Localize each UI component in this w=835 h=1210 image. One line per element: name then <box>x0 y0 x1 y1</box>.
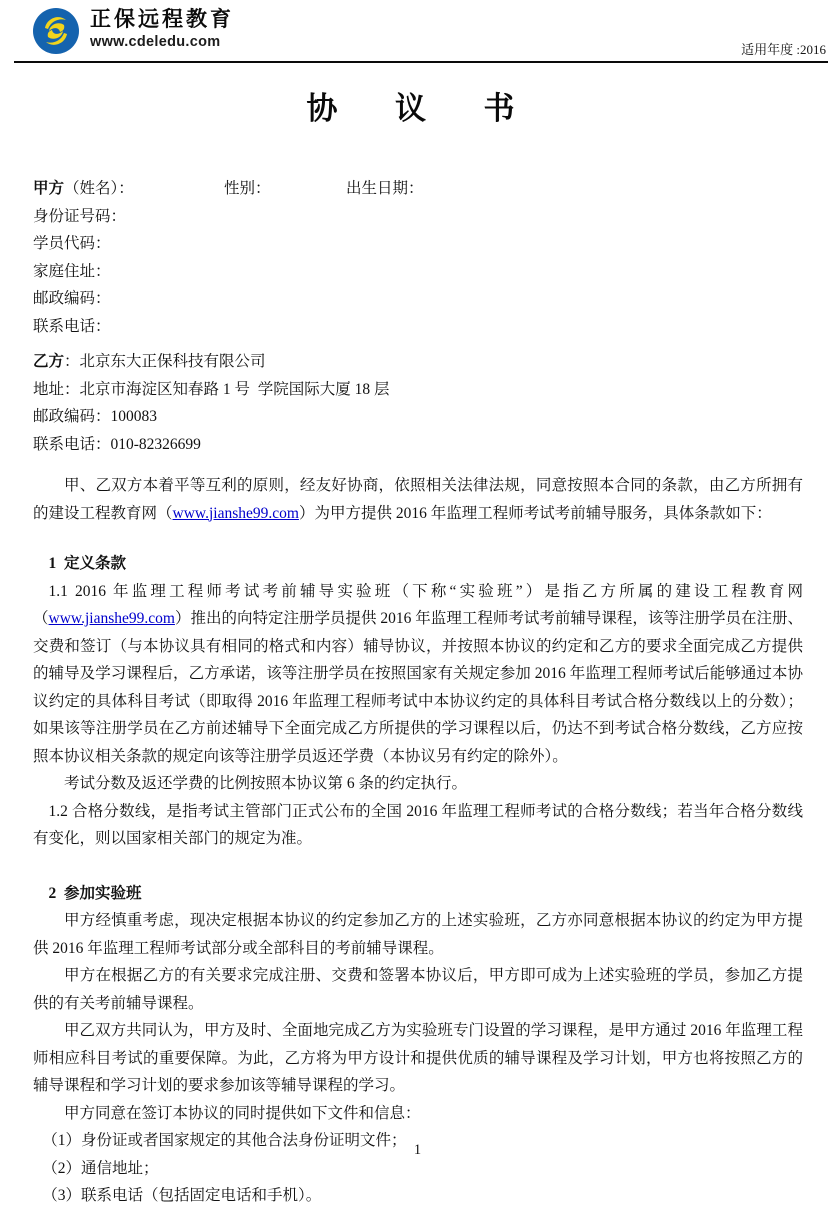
section-2-paragraph-1: 甲方经慎重考虑，现决定根据本协议的约定参加乙方的上述实验班，乙方亦同意根据本协议的约定为甲方提供 2016 年监理工程师考试部分或全部科目的考前辅导课程。 <box>33 912 803 957</box>
page-header <box>14 0 828 63</box>
section-1-heading: 1 定义条款 <box>48 555 127 572</box>
section-2-paragraph-2: 甲方在根据乙方的有关要求完成注册、交费和签署本协议后，甲方即可成为上述实验班的学员，参加乙方提供的有关考前辅导课程。 <box>33 967 803 1012</box>
section-2-heading: 2 参加实验班 <box>48 884 142 902</box>
document-body <box>0 175 835 1210</box>
party-b-label: 乙方 <box>33 353 65 370</box>
intro-text-after: ）为甲方提供 2016 年监理工程师考试考前辅导服务，具体条款如下： <box>298 504 772 522</box>
party-a-birth-label: 出生日期： <box>346 180 424 197</box>
party-b-row-1 <box>33 348 803 376</box>
clause-1-1-note: 考试分数及返还学费的比例按照本协议第 6 条的约定执行。 <box>64 775 468 792</box>
intro-text-before: 甲、乙双方本着平等互利的原则，经友好协商，依照相关法律法规，同意按照本合同的条款，由乙方所拥有的建设工程教育网（ <box>33 477 803 522</box>
party-a-student-code-label: 学员代码： <box>33 235 111 252</box>
party-a-id-label: 身份证号码： <box>33 207 127 225</box>
section-2-paragraph-3: 甲乙双方共同认为，甲方及时、全面地完成乙方为实验班专门设置的学习课程，是甲方通过 2016 年监理工程师相应科目考试的重要保障。为此，乙方将为甲方设计和提供优质的辅导课程及学习计划，甲方也将按照乙方的辅导课程和学习计划的要求参加该等辅导课程的学习。 <box>33 1022 803 1094</box>
party-a-block <box>33 175 803 340</box>
party-b-block <box>33 348 803 458</box>
party-b-company: ：北京东大正保科技有限公司 <box>64 353 266 370</box>
clause-1-1-paragraph <box>33 578 803 771</box>
clause-1-1-text-before: 1.1 2016 年监理工程师考试考前辅导实验班（下称“实验班”）是指乙方所属的建设工程教育网（ <box>33 582 803 627</box>
party-a-label: 甲方 <box>33 180 65 197</box>
page-number: 1 <box>413 1142 422 1158</box>
party-b-postcode: 邮政编码：100083 <box>33 408 158 425</box>
applicable-year-label: 适用年度 :2016 <box>741 42 826 57</box>
party-b-phone: 联系电话：010-82326699 <box>33 435 201 453</box>
required-doc-item-1: （1）身份证或者国家规定的其他合法身份证明文件； <box>42 1132 407 1149</box>
party-a-gender-label: 性别： <box>224 180 271 197</box>
section-2-paragraph-4: 甲方同意在签订本协议的同时提供如下文件和信息： <box>64 1104 421 1122</box>
company-logo-icon <box>32 7 80 55</box>
required-doc-item-3: （3）联系电话（包括固定电话和手机）。 <box>42 1187 322 1204</box>
party-a-postcode-label: 邮政编码： <box>33 290 111 307</box>
jianshe99-link-2[interactable]: www.jianshe99.com <box>48 610 175 627</box>
party-a-phone-label: 联系电话： <box>33 317 111 335</box>
required-doc-item-2: （2）通信地址； <box>42 1159 159 1177</box>
party-b-address: 地址：北京市海淀区知春路 1 号 学院国际大厦 18 层 <box>33 380 390 398</box>
party-a-row-1 <box>33 175 803 203</box>
party-a-name-label: （姓名）： <box>64 180 134 197</box>
clause-1-2-paragraph: 1.2 合格分数线，是指考试主管部门正式公布的全国 2016 年监理工程师考试的合格分数线；若当年合格分数线有变化，则以国家相关部门的规定为准。 <box>33 802 803 847</box>
brand-block <box>90 4 234 51</box>
clause-1-1-text-after: ）推出的向特定注册学员提供 2016 年监理工程师考试考前辅导课程，该等注册学员在注册、交费和签订（与本协议具有相同的格式和内容）辅导协议，并按照本协议的约定和乙方的要求全面完成乙方提供的辅导及学习课程后，乙方承诺，该等注册学员在按照国家有关规定参加 2016 年监理工程师考试后能够通过本协议约定的具体科目考试（即取得 2016 年监理工程师考试中本协议约定的具体科目考试合格分数线以上的分数）；如果该等注册学员在乙方前述辅导下全面完成乙方所提供的学习课程以后，仍达不到考试合格分数线，乙方应按照本协议相关条款的规定向该等注册学员返还学费（本协议另有约定的除外）。 <box>33 610 803 765</box>
jianshe99-link[interactable]: www.jianshe99.com <box>172 504 299 522</box>
brand-url: www.cdeledu.com <box>90 34 221 50</box>
intro-paragraph <box>33 472 803 527</box>
party-a-home-address-label: 家庭住址： <box>33 262 111 280</box>
brand-name: 正保远程教育 <box>90 8 234 31</box>
document-title: 协 议 书 <box>306 91 529 126</box>
